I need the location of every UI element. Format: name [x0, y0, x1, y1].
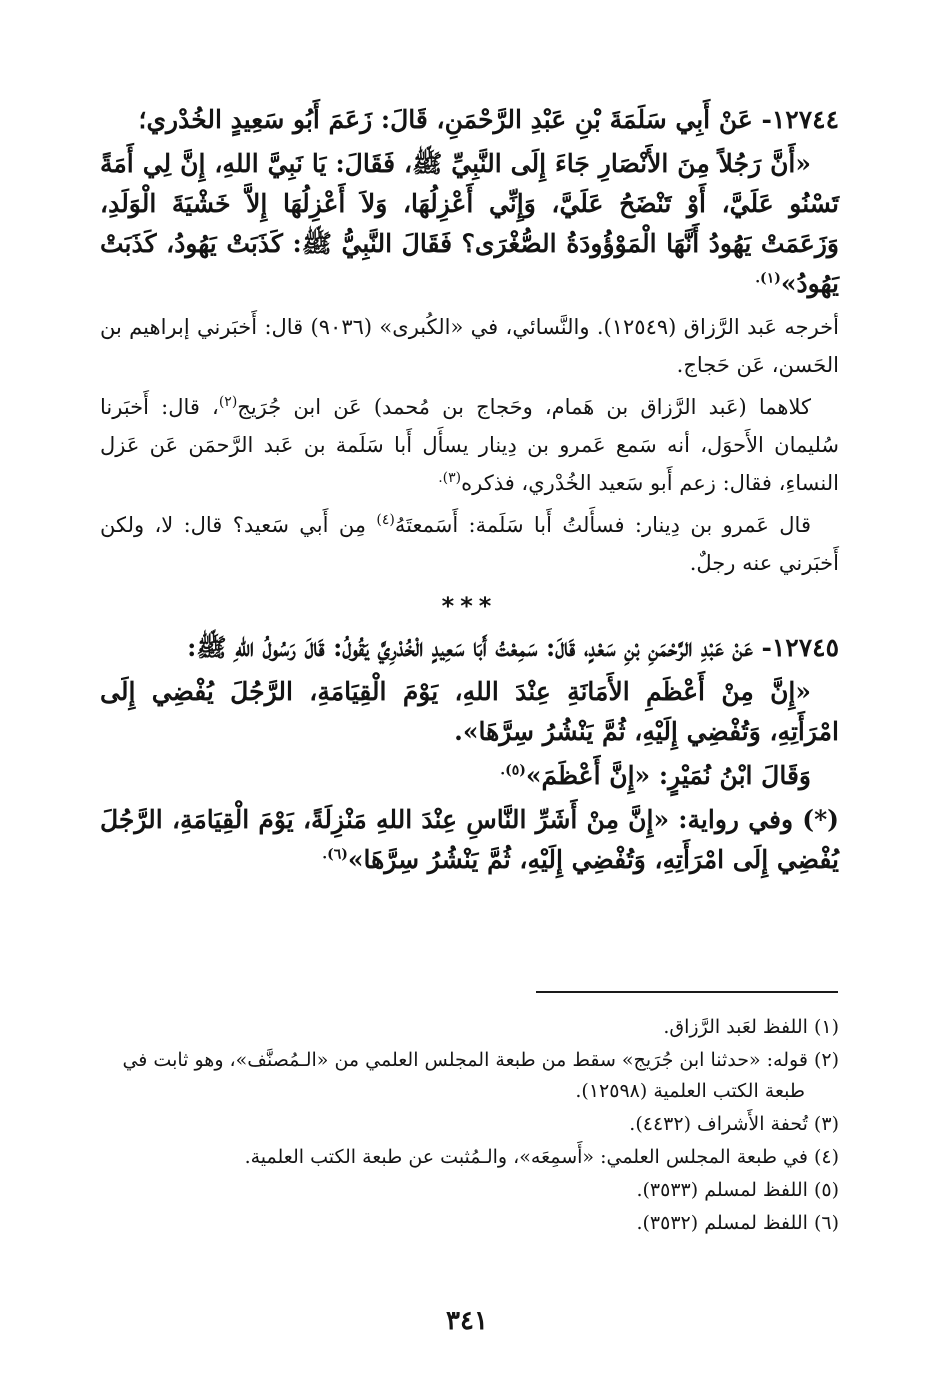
footnote-4: (٤) في طبعة المجلس العلمي: «أَسمِعَه»، والـمُثبت عن طبعة الكتب العلمية. [244, 1146, 839, 1168]
footnote-ref-1: (١). [755, 270, 781, 287]
footnotes [100, 1012, 839, 1241]
takhrij-paragraph-2 [100, 388, 839, 502]
takhrij-2-part-b: ، قال: أَخبَرنا سُليمان الأَحوَل، أنه سَمع عَمرو بن دِينار يسأَل أَبا سَلَمة بن عَبد الرَّحمَن عَن عَزل النساءِ، فقال: زعم أَبو سَعيد الخُدْري، فذكره [100, 395, 839, 495]
hadith-12745-note [100, 756, 839, 796]
footnote-6: (٦) اللفظ لمسلم (٣٥٣٢). [636, 1212, 839, 1234]
footnote-2: (٢) قوله: «حدثنا ابن جُرَيج» سقط من طبعة المجلس العلمي من «الـمُصنَّف»، وهو ثابت في طبعة الكتب العلمية (١٢٥٩٨). [122, 1049, 839, 1102]
variant-text: (*) وفي رواية: «إِنَّ مِنْ أَشَرِّ النَّاسِ عِنْدَ اللهِ مَنْزِلَةً، يَوْمَ الْقِيَامَةِ، الرَّجُلَ يُفْضِي إِلَى امْرَأَتِهِ، وَتُفْضِي إِلَيْهِ، ثُمَّ يَنْشُرُ سِرَّهَا» [100, 805, 839, 874]
hadith-12744-text [100, 144, 839, 304]
hadith-12745-text: «إِنَّ مِنْ أَعْظَمِ الأَمَانَةِ عِنْدَ اللهِ، يَوْمَ الْقِيَامَةِ، الرَّجُلَ يُفْضِي إِلَى امْرَأَتِهِ، وَتُفْضِي إِلَيْهِ، ثُمَّ يَنْشُرُ سِرَّهَا». [100, 677, 839, 746]
footnote-1: (١) اللفظ لعَبد الرَّزاق. [663, 1016, 839, 1038]
main-text [100, 100, 839, 884]
takhrij-2-part-a: كلاهما (عَبد الرَّزاق بن هَمام، وحَجاج بن مُحمد) عَن ابن جُرَيج [237, 395, 811, 419]
hadith-12745-variant [100, 800, 839, 880]
footnote-divider [536, 991, 838, 993]
footnote-ref-4: (٤) [376, 512, 395, 528]
page-number: ٣٤١ [446, 1306, 488, 1336]
hadith-12744-matn: «أَنَّ رَجُلاً مِنَ الأَنْصَارِ جَاءَ إِلَى النَّبِيِّ ﷺ، فَقَالَ: يَا نَبِيَّ اللهِ، إِنَّ لِي أَمَةً تَسْنُو عَلَيَّ، أَوْ تَنْضَحُ عَلَيَّ، وَإِنِّي أَعْزِلُهَا، وَلاَ أَعْزِلُهَا إِلاَّ خَشْيَةَ الْوَلَدِ، وَزَعَمَتْ يَهُودُ أَنَّهَا الْمَوْؤُودَةُ الصُّغْرَى؟ فَقَالَ النَّبِيُّ ﷺ: كَذَبَتْ يَهُودُ، كَذَبَتْ يَهُودُ» [100, 149, 839, 298]
footnote-ref-5: (٥). [500, 762, 526, 779]
hadith-12745-header: ١٢٧٤٥- عَنْ عَبْدِ الرَّحْمَنِ بْنِ سَعْدٍ، قَالَ: سَمِعْتُ أَبَا سَعِيدٍ الْخُدْرِيَّ يَقُولُ: قَالَ رَسُولُ اللهِ ﷺ: [187, 633, 839, 662]
section-separator: *** [441, 592, 498, 620]
footnote-ref-6: (٦). [322, 846, 348, 863]
takhrij-3-part-b: مِن أَبي سَعيد؟ قال: لا، ولكن أَخبَرني عنه رجلٌ. [100, 513, 839, 575]
hadith-12744-header: ١٢٧٤٤- عَنْ أَبِي سَلَمَةَ بْنِ عَبْدِ الرَّحْمَنِ، قَالَ: زَعَمَ أَبُو سَعِيدٍ الخُدْري؛ [138, 105, 839, 134]
takhrij-3-part-a: قال عَمرو بن دِينار: فسأَلتُ أَبا سَلَمة: أَسَمعتَهُ [394, 513, 811, 537]
ibn-numayr-note: وَقَالَ ابْنُ نُمَيْرٍ: «إِنَّ أَعْظَمَ» [525, 761, 811, 790]
footnote-5: (٥) اللفظ لمسلم (٣٥٣٣). [636, 1179, 839, 1201]
takhrij-paragraph-1: أخرجه عَبد الرَّزاق (١٢٥٤٩). والنَّسائي، في «الكُبرى» (٩٠٣٦) قال: أَخبَرني إبراهيم بن الحَسن، عَن حَجاج. [100, 315, 839, 377]
footnote-3: (٣) تُحفة الأَشراف (٤٤٣٢). [629, 1113, 839, 1135]
footnote-ref-3: (٣). [438, 470, 462, 486]
takhrij-paragraph-3 [100, 506, 839, 582]
footnote-ref-2: (٢) [218, 394, 238, 410]
